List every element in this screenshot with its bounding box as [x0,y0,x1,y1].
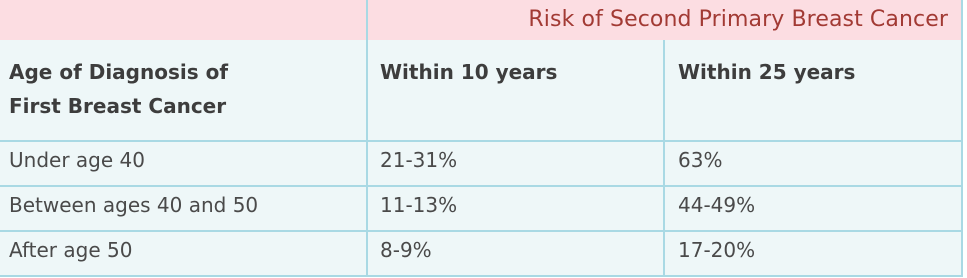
group-header-title: Risk of Second Primary Breast Cancer [528,7,948,32]
row-within-10-cell: 8-9% [380,238,432,262]
row-within-25-cell: 63% [678,148,723,172]
grid-line-horizontal [0,275,962,277]
column-header-age [9,55,228,123]
column-header-row [0,40,962,141]
table-row [0,141,962,186]
table-row [0,231,962,276]
column-header-within-10: Within 10 years [380,60,558,84]
grid-line-horizontal [0,185,962,187]
row-age-cell: Between ages 40 and 50 [9,193,259,217]
group-header-band [0,0,962,40]
grid-line-horizontal [0,230,962,232]
grid-line-vertical [366,0,368,277]
grid-line-horizontal [0,140,962,142]
row-within-25-cell: 17-20% [678,238,756,262]
group-header-cell [366,0,962,40]
column-header-age-line1: Age of Diagnosis of [9,60,229,84]
row-age-cell: Under age 40 [9,148,145,172]
row-age-cell: After age 50 [9,238,133,262]
column-header-within-25: Within 25 years [678,60,856,84]
table-row [0,186,962,231]
row-within-10-cell: 21-31% [380,148,458,172]
row-within-25-cell: 44-49% [678,193,756,217]
column-header-age-line2: First Breast Cancer [9,94,227,118]
grid-line-vertical [663,40,665,277]
grid-line-vertical [961,0,963,277]
row-within-10-cell: 11-13% [380,193,458,217]
